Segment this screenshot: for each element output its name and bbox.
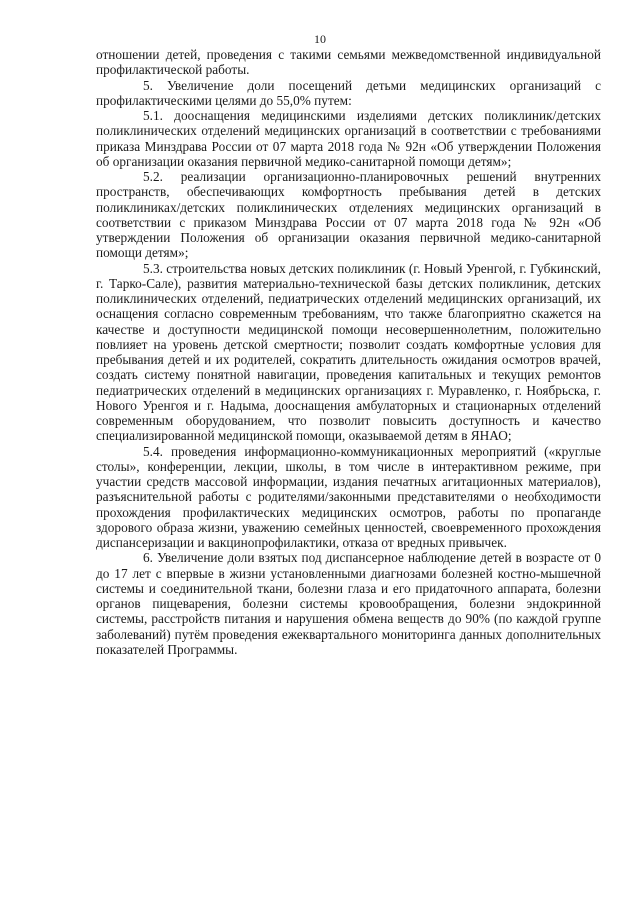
paragraph-item-5: 5. Увеличение доли посещений детьми медицинских организаций с профилактическими целями до 55,0% путем:	[96, 77, 601, 108]
paragraph-item-5-1: 5.1. дооснащения медицинскими изделиями детских поликлиник/детских поликлинических отделений медицинских организаций в соответствии с требованиями приказа Минздрава России от 07 марта 2018 года № 92н «Об утверждении Положения об организации оказания первичной медико-санитарной помощи детям»;	[96, 108, 601, 169]
paragraph-item-5-3: 5.3. строительства новых детских поликлиник (г. Новый Уренгой, г. Губкинский, г. Тарко-Сале), развития материально-технической базы детских поликлиник, детских поликлинических отделений, педиатрических отделений медицинских организаций, их оснащения согласно современным требованиям, что также благоприятно скажется на качестве и доступности медицинской помощи несовершеннолетним, положительно повлияет на уровень детской смертности; позволит создать комфортные условия для пребывания детей и их родителей, сократить длительность ожидания осмотров врачей, создать систему понятной навигации, проведения капитальных и текущих ремонтов педиатрических отделений в медицинских организациях г. Муравленко, г. Ноябрьска, г. Нового Уренгоя и г. Надыма, дооснащения амбулаторных и стационарных отделений современным оборудованием, что позволит повысить доступность и качество специализированной медицинской помощи, оказываемой детям в ЯНАО;	[96, 260, 601, 444]
document-body	[96, 47, 601, 657]
paragraph-item-5-4: 5.4. проведения информационно-коммуникационных мероприятий («круглые столы», конференции, лекции, школы, в том числе в интерактивном режиме, при участии средств массовой информации, издания печатных агитационных материалов), разъяснительной работы с родителями/законными представителями о необходимости прохождения профилактических медицинских осмотров, работы по пропаганде здорового образа жизни, уважению семейных ценностей, своевременного прохождения диспансеризации и вакцинопрофилактики, отказа от вредных привычек.	[96, 443, 601, 550]
paragraph-item-6: 6. Увеличение доли взятых под диспансерное наблюдение детей в возрасте от 0 до 17 лет с впервые в жизни установленными диагнозами болезней костно-мышечной системы и соединительной ткани, болезни глаза и его придаточного аппарата, болезни органов пищеварения, болезни системы кровообращения, болезни эндокринной системы, расстройств питания и нарушения обмена веществ до 90% (по каждой группе заболеваний) путём проведения ежеквартального мониторинга данных дополнительных показателей Программы.	[96, 550, 601, 657]
page-number: 10	[314, 32, 326, 46]
paragraph-continuation: отношении детей, проведения с такими семьями межведомственной индивидуальной профилактической работы.	[96, 47, 601, 78]
paragraph-item-5-2: 5.2. реализации организационно-планировочных решений внутренних пространств, обеспечивающих комфортность пребывания детей в детских поликлиниках/детских поликлинических отделениях медицинских организаций в соответствии с приказом Минздрава России от 07 марта 2018 года № 92н «Об утверждении Положения об организации оказания первичной медико-санитарной помощи детям»;	[96, 169, 601, 261]
